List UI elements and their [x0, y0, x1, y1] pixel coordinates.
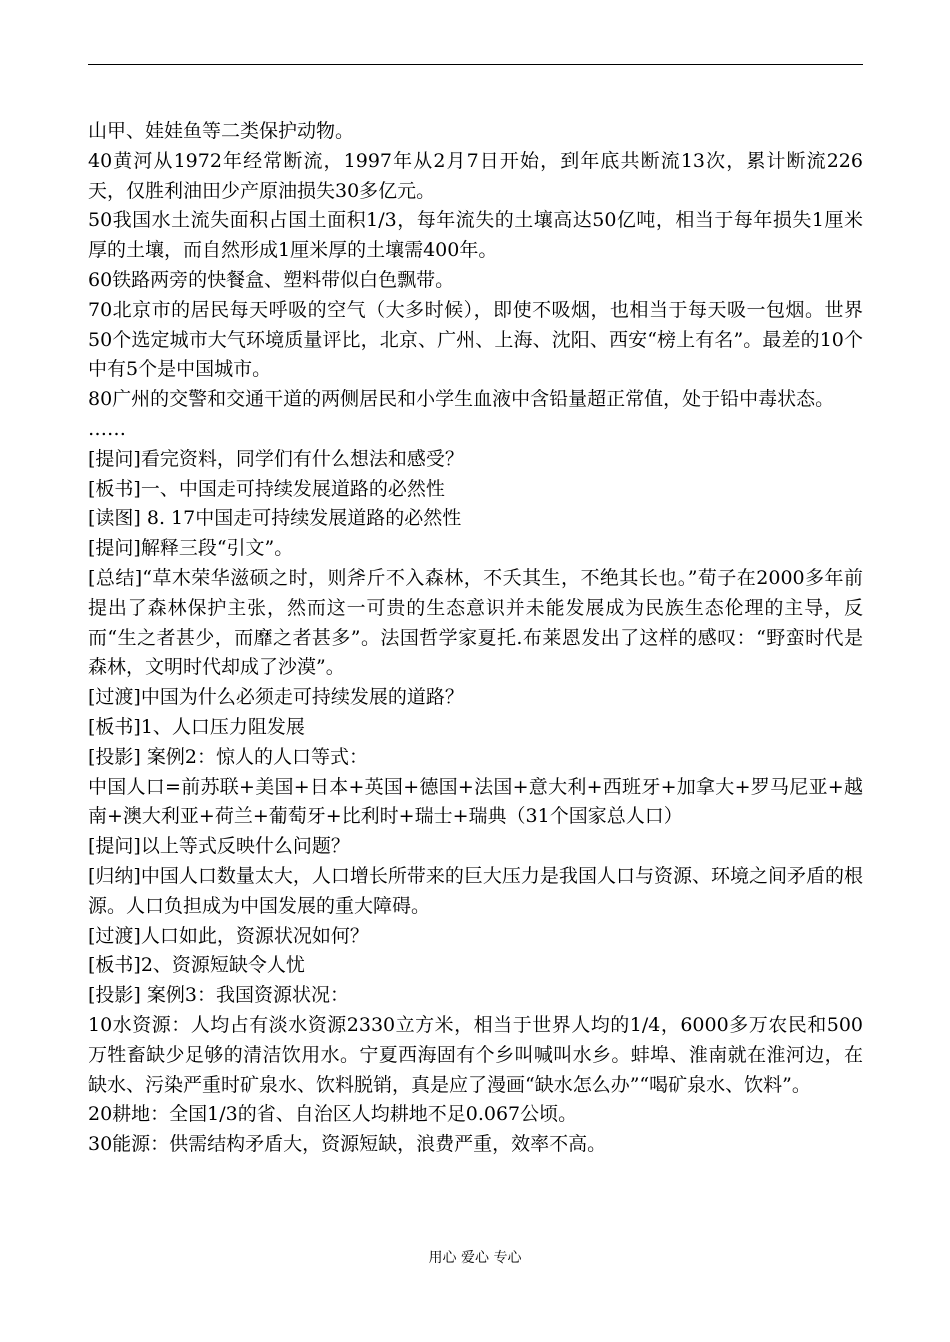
paragraph: [读图] 8. 17中国走可持续发展道路的必然性	[88, 507, 462, 530]
paragraph: [提问]看完资料，同学们有什么想法和感受？	[88, 447, 464, 470]
header-rule	[88, 64, 863, 65]
paragraph: [板书]1、人口压力阻发展	[88, 715, 305, 738]
paragraph: [提问]以上等式反映什么问题？	[88, 835, 350, 858]
paragraph: [过渡]中国为什么必须走可持续发展的道路？	[88, 686, 464, 709]
paragraph: 80广州的交警和交通干道的两侧居民和小学生血液中含铅量超正常值，处于铅中毒状态。	[88, 388, 835, 411]
paragraph: 60铁路两旁的快餐盒、塑料带似白色飘带。	[88, 268, 455, 291]
paragraph: [提问]解释三段“引文”。	[88, 537, 294, 560]
paragraph: 70北京市的居民每天呼吸的空气（大多时候），即使不吸烟，也相当于每天吸一包烟。世界50个选定城市大气环境质量评比，北京、广州、上海、沈阳、西安“榜上有名”。最差的10个中有5个是中国城市。	[88, 298, 863, 381]
paragraph: [板书]2、资源短缺令人忧	[88, 954, 305, 977]
paragraph: [投影] 案例3：我国资源状况：	[88, 984, 349, 1007]
paragraph: 40黄河从1972年经常断流，1997年从2月7日开始，到年底共断流13次，累计断流226天，仅胜利油田少产原油损失30多亿元。	[88, 149, 863, 202]
paragraph: [归纳]中国人口数量太大，人口增长所带来的巨大压力是我国人口与资源、环境之间矛盾的根源。人口负担成为中国发展的重大障碍。	[88, 864, 863, 917]
paragraph: [过渡]人口如此，资源状况如何？	[88, 924, 369, 947]
paragraph: [总结]“草木荣华滋硕之时，则斧斤不入森林，不夭其生，不绝其长也。”荀子在2000多年前提出了森林保护主张，然而这一可贵的生态意识并未能发展成为民族生态伦理的主导，反而“生之者甚少，而靡之者甚多”。法国哲学家夏托.布莱恩发出了这样的感叹：“野蛮时代是森林，文明时代却成了沙漠”。	[88, 566, 863, 679]
page-footer: 用心 爱心 专心	[428, 1250, 522, 1266]
paragraph: 中国人口=前苏联+美国+日本+英国+德国+法国+意大利+西班牙+加拿大+罗马尼亚+越南+澳大利亚+荷兰+葡萄牙+比利时+瑞士+瑞典（31个国家总人口）	[88, 775, 863, 828]
paragraph: 30能源：供需结构矛盾大，资源短缺，浪费严重，效率不高。	[88, 1133, 607, 1156]
paragraph: 20耕地：全国1/3的省、自治区人均耕地不足0.067公顷。	[88, 1103, 578, 1126]
paragraph: [投影] 案例2：惊人的人口等式：	[88, 745, 368, 768]
paragraph: 10水资源：人均占有淡水资源2330立方米，相当于世界人均的1/4，6000多万农民和500万牲畜缺少足够的清洁饮用水。宁夏西海固有个乡叫喊叫水乡。蚌埠、淮南就在淮河边，在缺水、污染严重时矿泉水、饮料脱销，真是应了漫画“缺水怎么办”“喝矿泉水、饮料”。	[88, 1013, 863, 1096]
paragraph: 山甲、娃娃鱼等二类保护动物。	[88, 120, 355, 142]
paragraph: 50我国水土流失面积占国土面积1/3，每年流失的土壤高达50亿吨，相当于每年损失1厘米厚的土壤，而自然形成1厘米厚的土壤需400年。	[88, 209, 863, 262]
ellipsis: ……	[88, 417, 126, 440]
paragraph: [板书]一、中国走可持续发展道路的必然性	[88, 477, 445, 500]
document-body	[88, 117, 863, 1160]
